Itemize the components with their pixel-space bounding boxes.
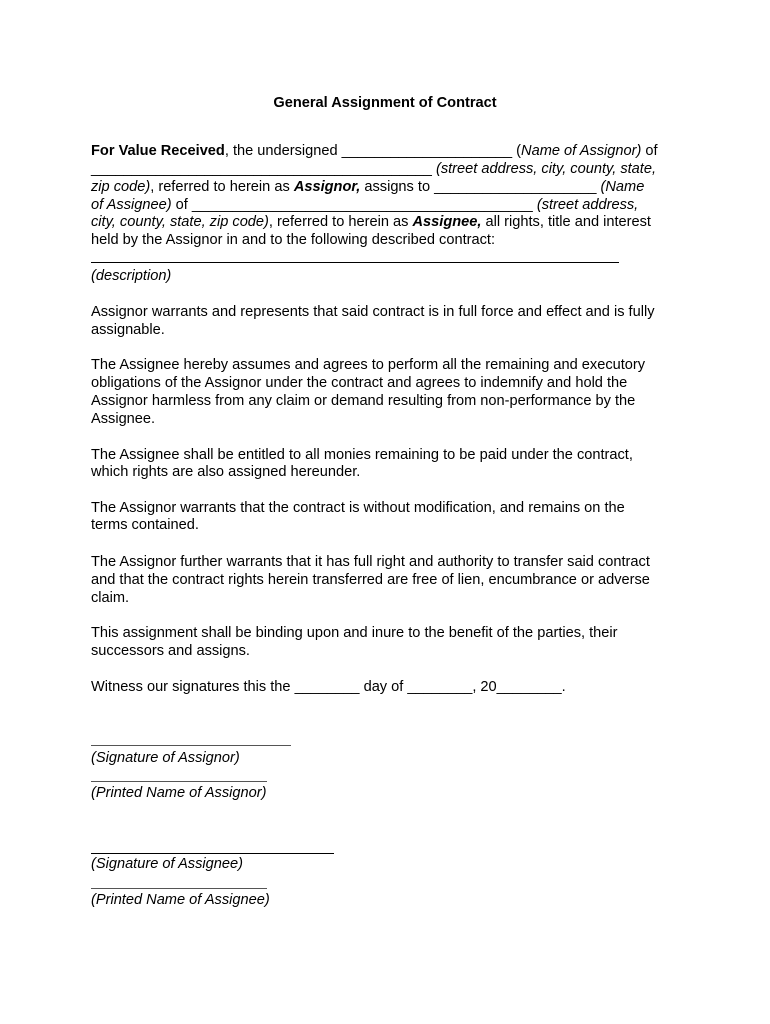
p1-line — [91, 160, 656, 178]
text: , referred to herein as — [268, 214, 413, 230]
p6-line: and that the contract rights herein transferred are free of lien, encumbrance or adverse — [91, 572, 650, 588]
bold-italic-text: Assignor, — [293, 179, 361, 195]
p1-line — [91, 178, 644, 196]
p7-line: This assignment shall be binding upon and inure to the benefit of the parties, their — [91, 625, 618, 641]
p4-line: which rights are also assigned hereunder. — [91, 464, 361, 480]
assignee-signature-label: (Signature of Assignee) — [91, 856, 243, 872]
italic-text: zip code) — [91, 179, 151, 195]
p1-line — [91, 196, 638, 214]
description-label: (description) — [91, 268, 172, 284]
italic-text: (street address, — [536, 197, 639, 213]
p7-line: successors and assigns. — [91, 643, 250, 659]
assignee-name-line[interactable] — [91, 888, 267, 889]
p6-line: claim. — [91, 590, 130, 606]
p3-line: Assignee. — [91, 411, 156, 427]
assignee-signature-line[interactable] — [91, 853, 334, 854]
p3-line: obligations of the Assignor under the contract and agrees to indemnify and hold the — [91, 375, 628, 391]
italic-text: (Name — [600, 179, 645, 195]
text: of — [641, 143, 658, 159]
p2-line: assignable. — [91, 322, 165, 338]
p6-line: The Assignor further warrants that it has full right and authority to transfer said contract — [91, 554, 650, 570]
p4-line: The Assignee shall be entitled to all monies remaining to be paid under the contract, — [91, 447, 633, 463]
p3-line: Assignor harmless from any claim or demand resulting from non-performance by the — [91, 393, 636, 409]
assignee-name-label: (Printed Name of Assignee) — [91, 892, 270, 908]
bold-text: For Value Received — [91, 143, 225, 159]
p1-line — [91, 142, 658, 160]
text: of __________________________________________ — [171, 197, 537, 213]
description-line — [91, 262, 619, 263]
p1-line — [91, 213, 651, 231]
assignor-name-line[interactable] — [91, 781, 267, 782]
p2-line: Assignor warrants and represents that said contract is in full force and effect and is fully — [91, 304, 655, 320]
text: __________________________________________ — [91, 161, 436, 177]
text: , referred to herein as — [150, 179, 294, 195]
italic-text: city, county, state, zip code) — [91, 214, 269, 230]
text: , the undersigned _____________________ ( — [224, 143, 522, 159]
p1-line: held by the Assignor in and to the following described contract: — [91, 232, 496, 248]
p3-line: The Assignee hereby assumes and agrees to perform all the remaining and executory — [91, 357, 646, 373]
text: all rights, title and interest — [481, 214, 651, 230]
witness-line: Witness our signatures this the ________ day of ________, 20________. — [91, 679, 566, 695]
italic-text: of Assignee) — [91, 197, 172, 213]
text: assigns to ____________________ — [360, 179, 601, 195]
assignor-signature-label: (Signature of Assignor) — [91, 750, 240, 766]
italic-text: Name of Assignor) — [521, 143, 642, 159]
assignor-signature-line[interactable] — [91, 745, 291, 746]
p5-line: terms contained. — [91, 517, 199, 533]
italic-text: (street address, city, county, state, — [435, 161, 657, 177]
assignor-name-label: (Printed Name of Assignor) — [91, 785, 267, 801]
document-title: General Assignment of Contract — [273, 95, 497, 111]
bold-italic-text: Assignee, — [412, 214, 482, 230]
p5-line: The Assignor warrants that the contract is without modification, and remains on the — [91, 500, 625, 516]
